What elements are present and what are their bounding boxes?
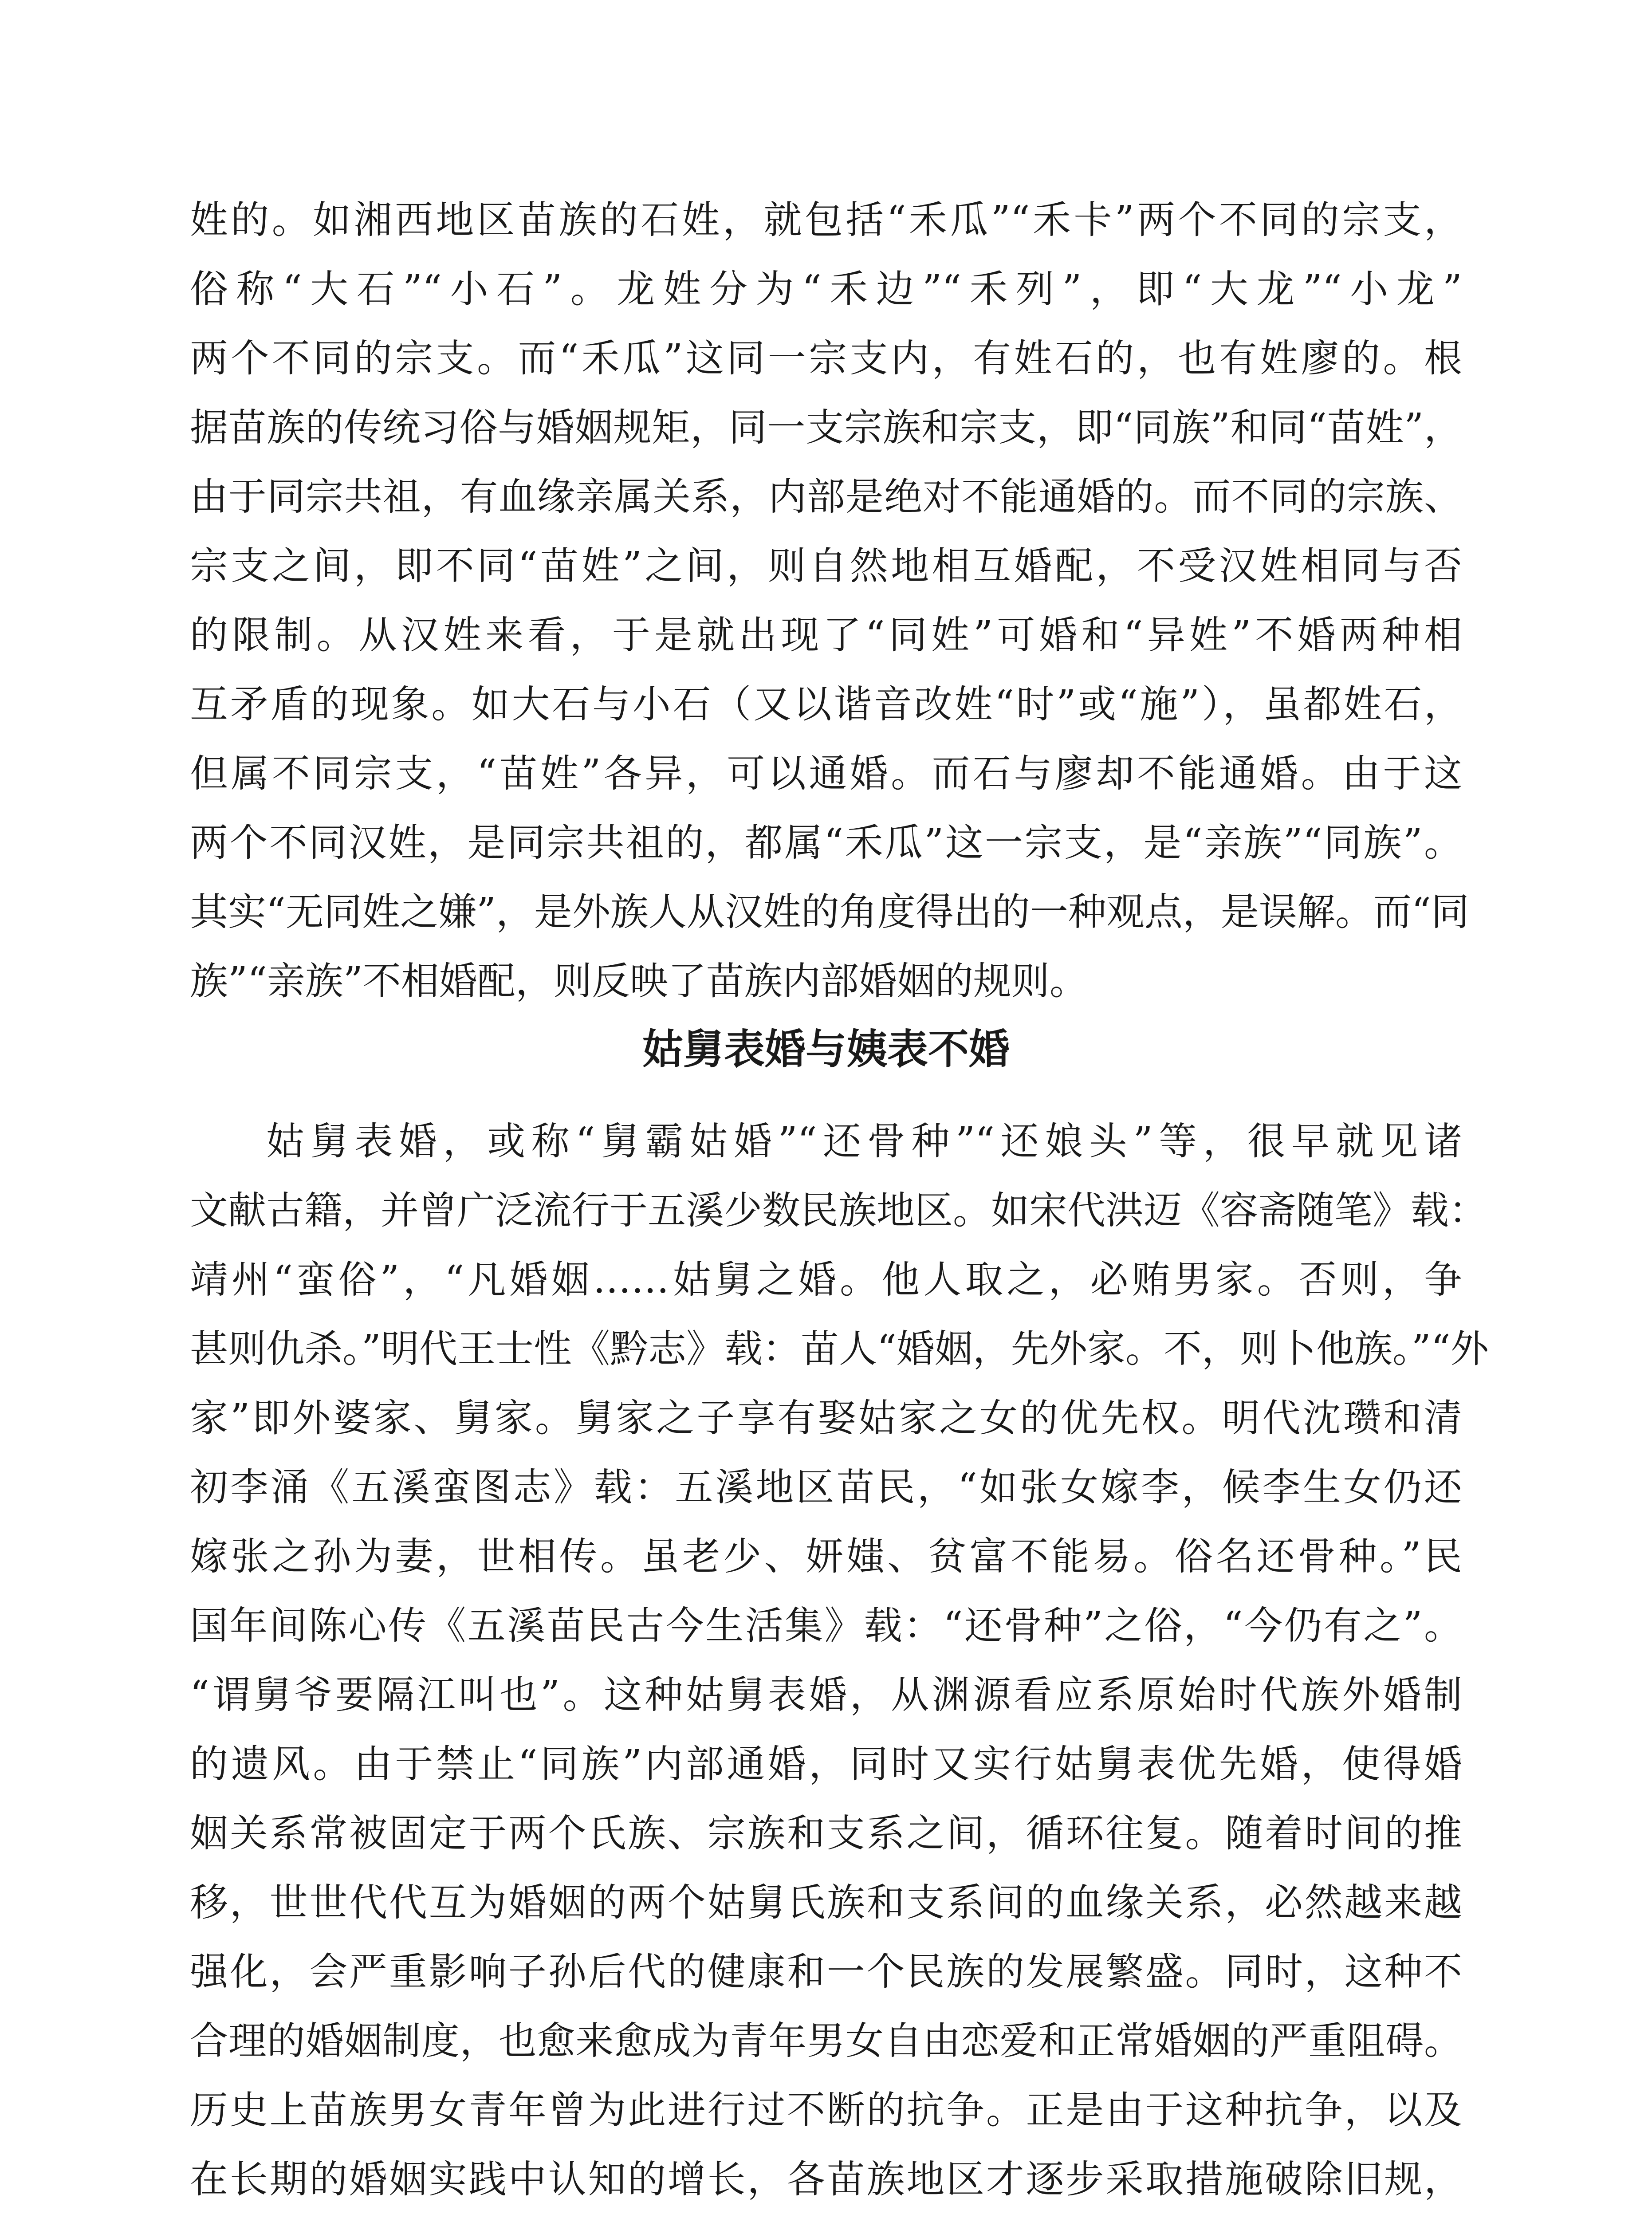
text-line: 国年间陈心传《五溪苗民古今生活集》载：“还骨种”之俗，“今仍有之”。 bbox=[190, 1604, 1462, 1648]
text-line: 由于同宗共祖，有血缘亲属关系，内部是绝对不能通婚的。而不同的宗族、 bbox=[190, 475, 1462, 519]
text-line: 合理的婚姻制度，也愈来愈成为青年男女自由恋爱和正常婚姻的严重阻碍。 bbox=[190, 2019, 1462, 2063]
text-line: 强化，会严重影响子孙后代的健康和一个民族的发展繁盛。同时，这种不 bbox=[190, 1950, 1462, 1994]
text-line: 靖州“蛮俗”，“凡婚姻……姑舅之婚。他人取之，必贿男家。否则，争 bbox=[190, 1258, 1462, 1302]
text-line: 姑舅表婚，或称“舅霸姑婚”“还骨种”“还娘头”等，很早就见诸 bbox=[266, 1119, 1462, 1164]
text-line: 两个不同的宗支。而“禾瓜”这同一宗支内，有姓石的，也有姓廖的。根 bbox=[190, 336, 1462, 381]
text-line: 姓的。如湘西地区苗族的石姓，就包括“禾瓜”“禾卡”两个不同的宗支， bbox=[190, 198, 1462, 242]
text-line: 的限制。从汉姓来看，于是就出现了“同姓”可婚和“异姓”不婚两种相 bbox=[190, 613, 1462, 657]
text-line: “谓舅爷要隔江叫也”。这种姑舅表婚，从渊源看应系原始时代族外婚制 bbox=[190, 1673, 1462, 1717]
text-line: 两个不同汉姓，是同宗共祖的，都属“禾瓜”这一宗支，是“亲族”“同族”。 bbox=[190, 821, 1462, 865]
text-line: 宗支之间，即不同“苗姓”之间，则自然地相互婚配，不受汉姓相同与否 bbox=[190, 544, 1462, 588]
paragraph-1 bbox=[190, 185, 1469, 1016]
text-line: 互矛盾的现象。如大石与小石（又以谐音改姓“时”或“施”），虽都姓石， bbox=[190, 682, 1462, 727]
text-line: 家”即外婆家、舅家。舅家之子享有娶姑家之女的优先权。明代沈瓒和清 bbox=[190, 1396, 1462, 1440]
text-line: 的遗风。由于禁止“同族”内部通婚，同时又实行姑舅表优先婚，使得婚 bbox=[190, 1742, 1462, 1786]
paragraph-2 bbox=[190, 1107, 1489, 2218]
text-line bbox=[190, 2214, 1462, 2218]
text-line: 俗称“大石”“小石”。龙姓分为“禾边”“禾列”，即“大龙”“小龙” bbox=[190, 267, 1462, 311]
section-title: 姑舅表婚与姨表不婚 bbox=[642, 1025, 1010, 1073]
text-line: 文献古籍，并曾广泛流行于五溪少数民族地区。如宋代洪迈《容斋随笔》载： bbox=[190, 1188, 1487, 1233]
text-line: 甚则仇杀。”明代王士性《黔志》载：苗人“婚姻，先外家。不，则卜他族。”“外 bbox=[190, 1327, 1489, 1371]
text-line: 但属不同宗支，“苗姓”各异，可以通婚。而石与廖却不能通婚。由于这 bbox=[190, 751, 1462, 796]
text-line: 移，世世代代互为婚姻的两个姑舅氏族和支系间的血缘关系，必然越来越 bbox=[190, 1880, 1462, 1925]
text-line: 族”“亲族”不相婚配，则反映了苗族内部婚姻的规则。 bbox=[190, 959, 1088, 1003]
text-line: 历史上苗族男女青年曾为此进行过不断的抗争。正是由于这种抗争，以及 bbox=[190, 2088, 1462, 2132]
text-line: 在长期的婚姻实践中认知的增长，各苗族地区才逐步采取措施破除旧规， bbox=[190, 2157, 1462, 2202]
text-line: 嫁张之孙为妻，世相传。虽老少、妍媸、贫富不能易。俗名还骨种。”民 bbox=[190, 1534, 1462, 1579]
text-line: 姻关系常被固定于两个氏族、宗族和支系之间，循环往复。随着时间的推 bbox=[190, 1811, 1462, 1856]
text-line: 据苗族的传统习俗与婚姻规矩，同一支宗族和宗支，即“同族”和同“苗姓”， bbox=[190, 405, 1462, 450]
text-line: 初李涌《五溪蛮图志》载：五溪地区苗民，“如张女嫁李，候李生女仍还 bbox=[190, 1465, 1462, 1510]
text-line: 其实“无同姓之嫌”，是外族人从汉姓的角度得出的一种观点，是误解。而“同 bbox=[190, 890, 1469, 934]
